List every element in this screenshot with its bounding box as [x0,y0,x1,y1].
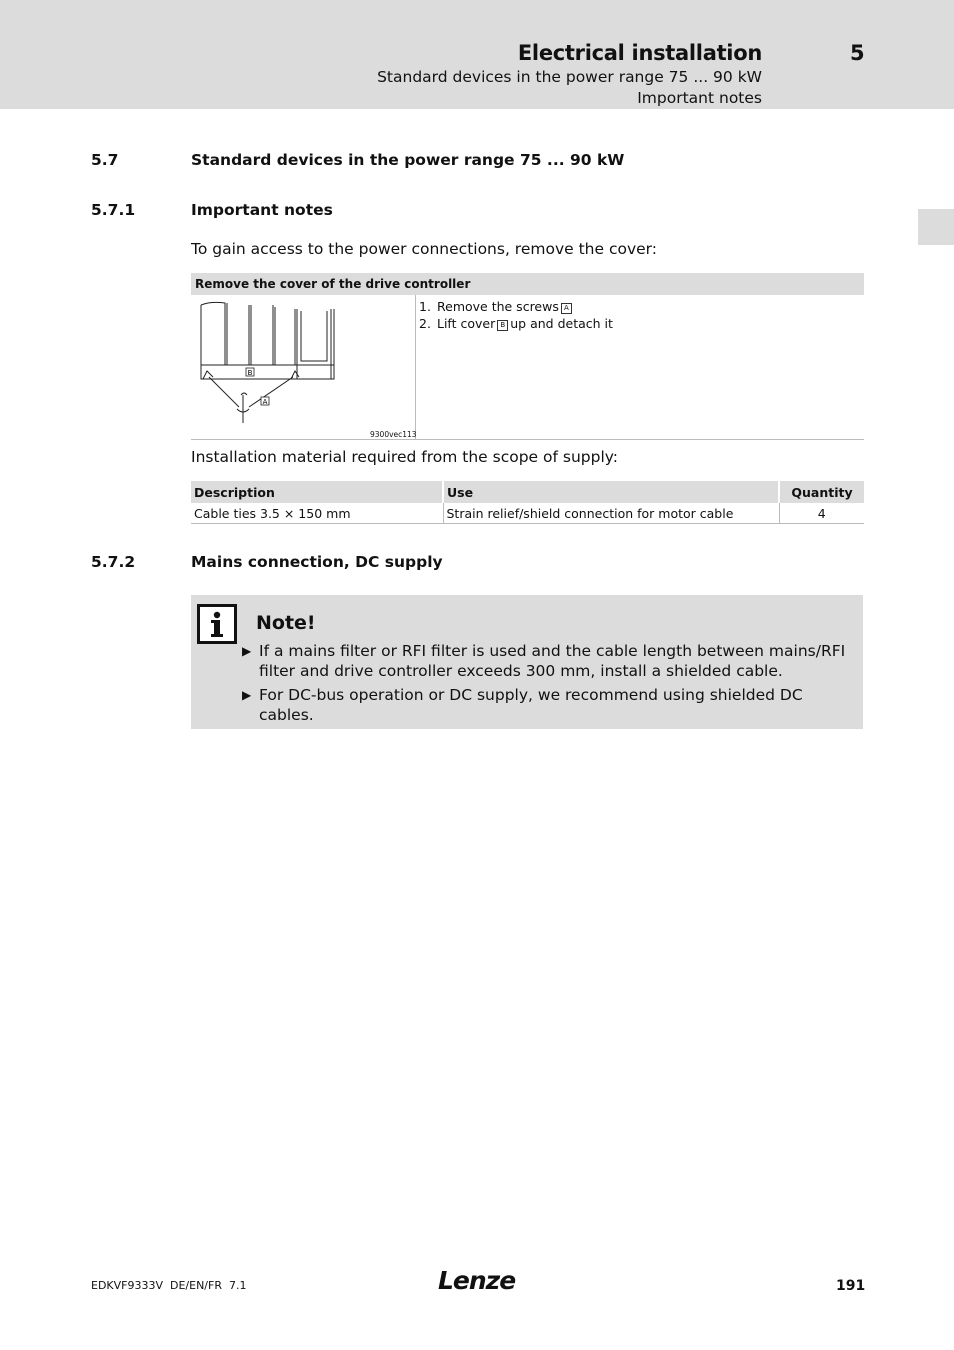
cover-table-body [191,295,864,440]
note-title: Note! [256,612,316,634]
note-item: ▶ If a mains filter or RFI filter is used and the cable length between mains/RFI filter and drive controller exceeds 300 mm, install a shielded cable. [242,642,846,680]
table-header-row [191,481,864,503]
drive-controller-drawing [191,295,415,439]
figure-label-a: A [262,398,268,406]
table-row [191,503,864,524]
document-id: EDKVF9333V DE/EN/FR 7.1 [91,1279,247,1292]
bullet-arrow-icon: ▶ [242,644,252,658]
section-number: 5.7 [91,151,119,169]
chapter-title: Electrical installation [517,41,762,65]
figure-label-b: B [247,369,253,377]
cover-steps-list [419,298,613,332]
column-header-quantity: Quantity [779,481,864,503]
lenze-logo: Lenze [438,1266,516,1295]
note-box [191,595,863,729]
section-title: Standard devices in the power range 75 ... 90 kW [191,151,625,169]
subsection-number: 5.7.2 [91,553,136,571]
cover-table-heading: Remove the cover of the drive controller [191,273,864,295]
intro-paragraph: To gain access to the power connections, remove the cover: [191,240,657,258]
material-paragraph: Installation material required from the scope of supply: [191,448,619,466]
drive-controller-figure [191,295,416,439]
chapter-number: 5 [850,41,865,65]
subsection-title: Mains connection, DC supply [191,553,443,571]
chapter-side-tab [918,209,954,245]
cell-use: Strain relief/shield connection for motor cable [443,503,779,524]
note-item: ▶ For DC-bus operation or DC supply, we recommend using shielded DC cables. [242,686,803,724]
marker-b: B [497,320,508,331]
step-item: 1. Remove the screws A [419,298,613,315]
header-subtitle-section: Standard devices in the power range 75 ... 90 kW [377,68,762,86]
cover-removal-table [191,273,864,440]
step-item: 2. Lift cover B up and detach it [419,316,613,331]
column-header-use: Use [443,481,779,503]
column-header-description: Description [191,481,443,503]
header-band [0,0,954,109]
info-icon [197,604,237,644]
bullet-arrow-icon: ▶ [242,688,252,702]
cell-description: Cable ties 3.5 × 150 mm [191,503,443,524]
cell-quantity: 4 [779,503,864,524]
page-number: 191 [836,1278,866,1294]
marker-a: A [561,303,572,314]
figure-code: 9300vec113 [370,430,417,439]
subsection-number: 5.7.1 [91,201,136,219]
subsection-title: Important notes [191,201,333,219]
header-subtitle-subsection: Important notes [637,89,762,107]
material-table [191,481,864,524]
